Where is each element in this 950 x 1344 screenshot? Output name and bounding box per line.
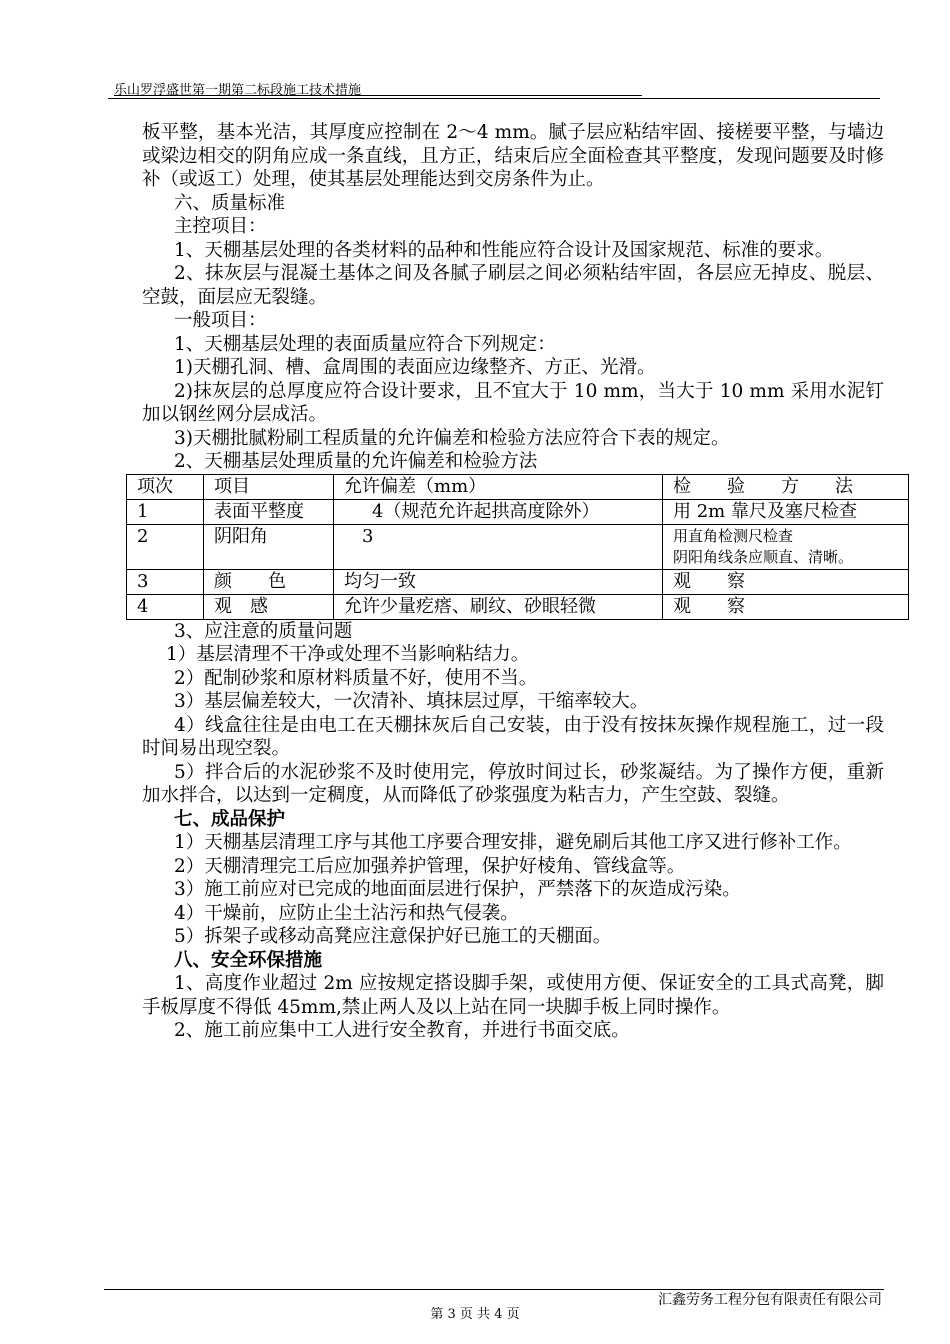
paragraph: 2、抹灰层与混凝土基体之间及各腻子刷层之间必须粘结牢固，各层应无掉皮、脱层、空鼓，面层应无裂缝。 [142,263,884,308]
paragraph: 4）干燥前，应防止尘土沾污和热气侵袭。 [174,902,519,924]
page-header [108,76,880,99]
table-cell [663,524,909,569]
paragraph: 5）拆架子或移动高凳应注意保护好已施工的天棚面。 [174,926,612,947]
table-cell: 3 [334,524,663,569]
quality-deviation-table [126,474,909,620]
paragraph-continuation: 板平整，基本光洁，其厚度应控制在 2～4 mm。腻子层应粘结牢固、接槎要平整，与墙边或梁边相交的阴角应成一条直线，且方正，结束后应全面检查其平整度，发现问题要及时修补（或返工）处理，使其基层处理能达到交房条件为止。 [142,122,884,190]
document-body [137,121,884,1043]
header-title: 乐山罗浮盛世第一期第二标段施工技术措施 [114,83,362,98]
paragraph: 1）基层清理不干净或处理不当影响粘结力。 [166,644,530,665]
section-heading-quality-standard: 六、质量标准 [174,192,286,214]
paragraph: 1）天棚基层清理工序与其他工序要合理安排，避免刷后其他工序又进行修补工作。 [174,832,852,853]
table-cell: 颜 色 [204,569,334,594]
paragraph: 3）基层偏差较大，一次清补、填抹层过厚，干缩率较大。 [174,691,649,712]
table-row [127,594,909,619]
table-row [127,569,909,594]
paragraph: 5）拌合后的水泥砂浆不及时使用完，停放时间过长，砂浆凝结。为了操作方便，重新加水拌合，以达到一定稠度，从而降低了砂浆强度为粘吉力，产生空鼓、裂缝。 [142,761,884,806]
section-heading-product-protection: 七、成品保护 [174,808,286,830]
table-cell: 3 [127,569,204,594]
table-row [127,524,909,569]
section-heading-safety: 八、安全环保措施 [174,949,323,971]
table-row [127,499,909,524]
table-cell: 4 [127,594,204,619]
table-header-cell: 项次 [127,474,204,499]
table-cell: 1 [127,499,204,524]
subheading-main-control: 主控项目： [174,216,267,237]
paragraph: 3)天棚批腻粉刷工程质量的允许偏差和检验方法应符合下表的规定。 [174,427,730,449]
header-title-underline [114,95,642,96]
paragraph: 3）施工前应对已完成的地面面层进行保护，严禁落下的灰造成污染。 [174,879,741,900]
table-caption: 2、天棚基层处理质量的允许偏差和检验方法 [174,451,538,472]
table-cell: 允许少量疙瘩、刷纹、砂眼轻微 [334,594,663,619]
table-header-cell: 检 验 方 法 [663,474,909,499]
subheading-general-items: 一般项目： [174,310,267,331]
footer-company: 汇鑫劳务工程分包有限责任有限公司 [658,1292,882,1308]
paragraph: 1、天棚基层处理的各类材料的品种和性能应符合设计及国家规范、标准的要求。 [174,239,834,261]
paragraph: 2）配制砂浆和原材料质量不好，使用不当。 [174,667,538,689]
table-cell: 均匀一致 [334,569,663,594]
table-cell: 用 2m 靠尺及塞尺检查 [663,499,909,524]
paragraph: 1)天棚孔洞、槽、盒周围的表面应边缘整齐、方正、光滑。 [174,357,656,378]
table-header-cell: 项目 [204,474,334,499]
page-number: 第 3 页 共 4 页 [430,1307,520,1322]
table-cell: 2 [127,524,204,569]
table-cell: 阴阳角 [204,524,334,569]
paragraph: 2）天棚清理完工后应加强养护管理，保护好棱角、管线盒等。 [174,855,686,877]
paragraph: 2)抹灰层的总厚度应符合设计要求，且不宜大于 10 mm，当大于 10 mm 采用水泥钉加以钢丝网分层成活。 [142,380,884,425]
table-cell: 观 察 [663,569,909,594]
table-cell: 观 感 [204,594,334,619]
table-cell-line: 用直角检测尺检查 [673,526,794,545]
paragraph: 1、高度作业超过 2m 应按规定搭设脚手架，或使用方便、保证安全的工具式高凳，脚手板厚度不得低 45mm,禁止两人及以上站在同一块脚手板上同时操作。 [142,973,884,1018]
table-cell-line: 阴阳角线条应顺直、清晰。 [673,547,854,566]
table-cell: 观 察 [663,594,909,619]
table-header-cell: 允许偏差（mm） [334,474,663,499]
table-cell: 4（规范允许起拱高度除外） [334,499,663,524]
paragraph: 2、施工前应集中工人进行安全教育，并进行书面交底。 [174,1020,630,1041]
table-header-row [127,474,909,499]
paragraph: 1、天棚基层处理的表面质量应符合下列规定： [174,333,556,355]
table-cell: 表面平整度 [204,499,334,524]
subheading-quality-issues: 3、应注意的质量问题 [174,620,353,642]
paragraph: 4）线盒往往是由电工在天棚抹灰后自己安装，由于没有按抹灰操作规程施工，过一段时间易出现空裂。 [142,714,884,759]
